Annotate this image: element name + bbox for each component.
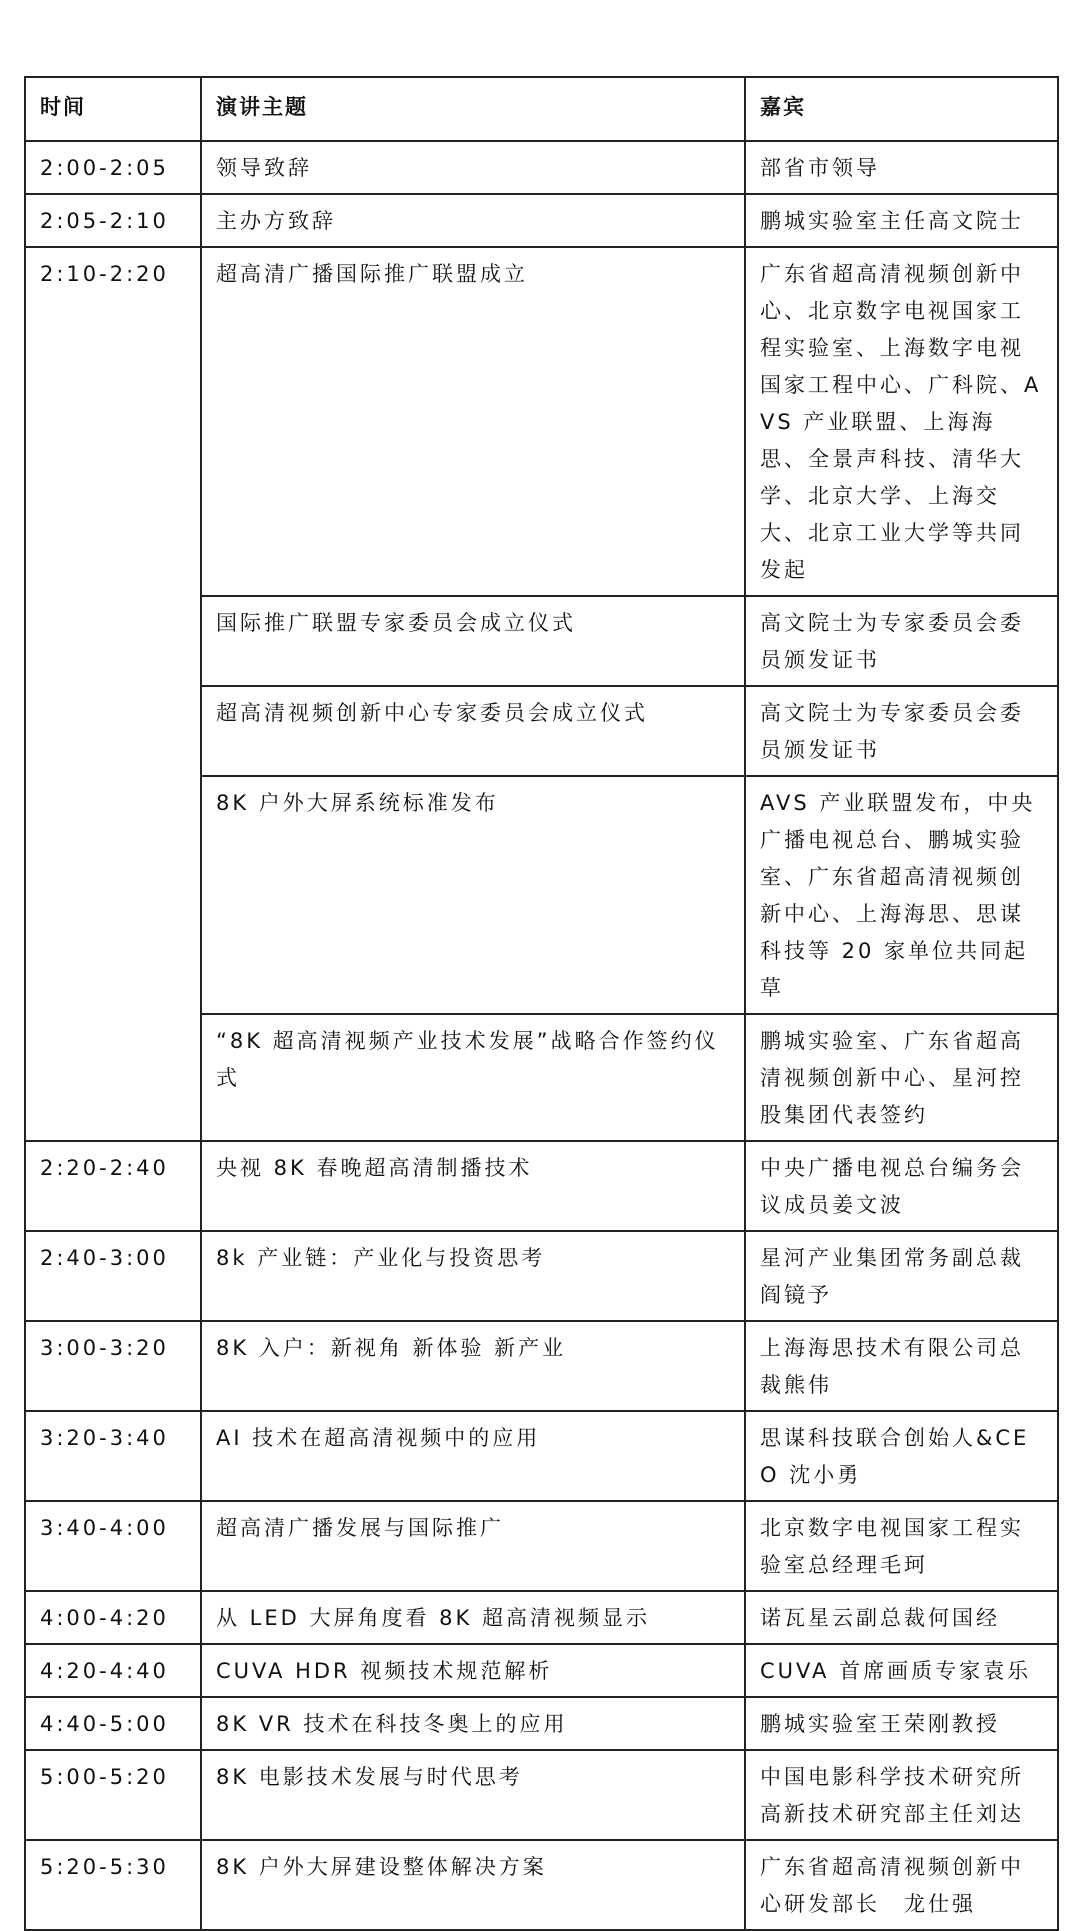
guest-cell: 上海海思技术有限公司总裁熊伟 — [745, 1321, 1058, 1411]
table-row — [25, 1141, 1058, 1231]
guest-cell: 中国电影科学技术研究所高新技术研究部主任刘达 — [745, 1750, 1058, 1840]
topic-cell: 国际推广联盟专家委员会成立仪式 — [201, 596, 745, 686]
table-row — [25, 1321, 1058, 1411]
guest-cell: 广东省超高清视频创新中心、北京数字电视国家工程实验室、上海数字电视国家工程中心、广科院、AVS 产业联盟、上海海思、全景声科技、清华大学、北京大学、上海交大、北京工业大学等共同发起 — [745, 247, 1058, 596]
header-topic: 演讲主题 — [201, 77, 745, 141]
guest-cell: 诺瓦星云副总裁何国经 — [745, 1591, 1058, 1644]
topic-cell: “8K 超高清视频产业技术发展”战略合作签约仪式 — [201, 1014, 745, 1141]
guest-cell: 部省市领导 — [745, 141, 1058, 194]
table-row — [25, 247, 1058, 596]
time-cell: 3:40-4:00 — [25, 1501, 201, 1591]
topic-cell: 8k 产业链：产业化与投资思考 — [201, 1231, 745, 1321]
guest-cell: 鹏城实验室王荣刚教授 — [745, 1697, 1058, 1750]
topic-cell: CUVA HDR 视频技术规范解析 — [201, 1644, 745, 1697]
topic-cell: 超高清广播发展与国际推广 — [201, 1501, 745, 1591]
guest-cell: AVS 产业联盟发布，中央广播电视总台、鹏城实验室、广东省超高清视频创新中心、上海海思、思谋科技等 20 家单位共同起草 — [745, 776, 1058, 1014]
header-time: 时间 — [25, 77, 201, 141]
header-row — [25, 77, 1058, 141]
table-row — [25, 1231, 1058, 1321]
topic-cell: 领导致辞 — [201, 141, 745, 194]
table-row — [25, 1644, 1058, 1697]
time-cell: 2:10-2:20 — [25, 247, 201, 1141]
guest-cell: 中央广播电视总台编务会议成员姜文波 — [745, 1141, 1058, 1231]
time-cell: 2:00-2:05 — [25, 141, 201, 194]
topic-cell: 超高清视频创新中心专家委员会成立仪式 — [201, 686, 745, 776]
topic-cell: 8K 户外大屏建设整体解决方案 — [201, 1840, 745, 1930]
topic-cell: 8K 入户：新视角 新体验 新产业 — [201, 1321, 745, 1411]
agenda-table — [24, 76, 1059, 1931]
time-cell: 2:40-3:00 — [25, 1231, 201, 1321]
time-cell: 2:20-2:40 — [25, 1141, 201, 1231]
time-cell: 5:00-5:20 — [25, 1750, 201, 1840]
time-cell: 2:05-2:10 — [25, 194, 201, 247]
table-row — [25, 1501, 1058, 1591]
topic-cell: 8K VR 技术在科技冬奥上的应用 — [201, 1697, 745, 1750]
table-row — [25, 1591, 1058, 1644]
table-row — [25, 141, 1058, 194]
guest-cell: 北京数字电视国家工程实验室总经理毛珂 — [745, 1501, 1058, 1591]
guest-cell: 星河产业集团常务副总裁阎镜予 — [745, 1231, 1058, 1321]
time-cell: 4:20-4:40 — [25, 1644, 201, 1697]
time-cell: 3:00-3:20 — [25, 1321, 201, 1411]
guest-cell: CUVA 首席画质专家袁乐 — [745, 1644, 1058, 1697]
header-guest: 嘉宾 — [745, 77, 1058, 141]
table-row — [25, 1840, 1058, 1930]
topic-cell: 从 LED 大屏角度看 8K 超高清视频显示 — [201, 1591, 745, 1644]
time-cell: 4:00-4:20 — [25, 1591, 201, 1644]
topic-cell: 8K 电影技术发展与时代思考 — [201, 1750, 745, 1840]
topic-cell: 8K 户外大屏系统标准发布 — [201, 776, 745, 1014]
topic-cell: 主办方致辞 — [201, 194, 745, 247]
topic-cell: AI 技术在超高清视频中的应用 — [201, 1411, 745, 1501]
table-row — [25, 194, 1058, 247]
table-row — [25, 1411, 1058, 1501]
guest-cell: 鹏城实验室、广东省超高清视频创新中心、星河控股集团代表签约 — [745, 1014, 1058, 1141]
table-row — [25, 1697, 1058, 1750]
time-cell: 3:20-3:40 — [25, 1411, 201, 1501]
guest-cell: 鹏城实验室主任高文院士 — [745, 194, 1058, 247]
guest-cell: 广东省超高清视频创新中心研发部长 龙仕强 — [745, 1840, 1058, 1930]
time-cell: 4:40-5:00 — [25, 1697, 201, 1750]
topic-cell: 央视 8K 春晚超高清制播技术 — [201, 1141, 745, 1231]
guest-cell: 思谋科技联合创始人&CEO 沈小勇 — [745, 1411, 1058, 1501]
guest-cell: 高文院士为专家委员会委员颁发证书 — [745, 596, 1058, 686]
time-cell: 5:20-5:30 — [25, 1840, 201, 1930]
table-row — [25, 1750, 1058, 1840]
topic-cell: 超高清广播国际推广联盟成立 — [201, 247, 745, 596]
guest-cell: 高文院士为专家委员会委员颁发证书 — [745, 686, 1058, 776]
